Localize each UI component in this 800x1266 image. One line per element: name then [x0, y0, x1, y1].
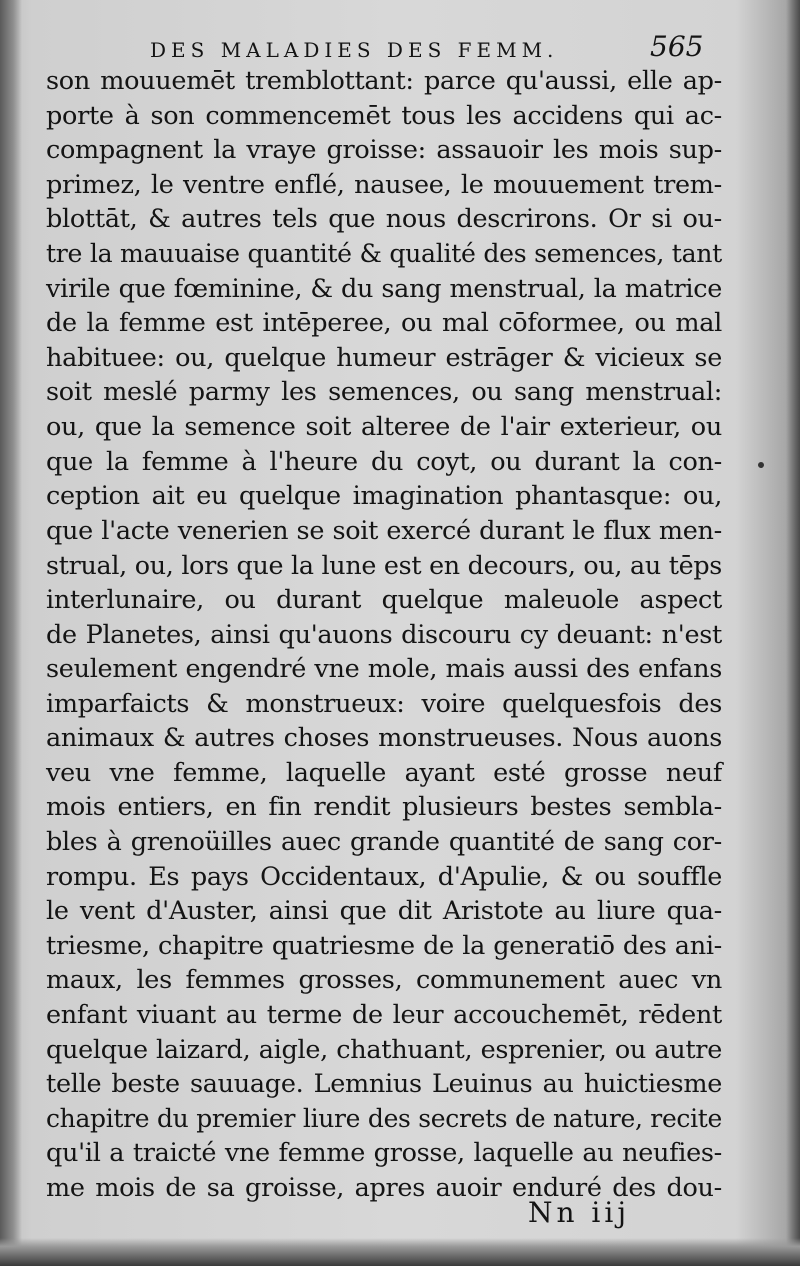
text-line: qu'il a traicté vne femme grosse, laquelle au neufies-	[46, 1138, 722, 1169]
text-line: virile que fœminine, & du sang menstrual, la matrice	[46, 273, 722, 304]
text-line: interlunaire, ou durant quelque maleuole aspect	[46, 584, 722, 615]
text-line: seulement engendré vne mole, mais aussi des enfans	[46, 654, 722, 685]
text-line: que l'acte venerien se soit exercé durant le flux men-	[46, 515, 722, 546]
text-line: ception ait eu quelque imagination phantasque: ou,	[46, 481, 722, 512]
ink-spot	[758, 462, 764, 468]
text-line: primez, le ventre enflé, nausee, le mouuement trem-	[46, 169, 722, 200]
text-line: le vent d'Auster, ainsi que dit Aristote au liure qua-	[46, 896, 722, 927]
text-line: me mois de sa groisse, apres auoir enduré des dou-	[46, 1173, 722, 1203]
text-line: strual, ou, lors que la lune est en decours, ou, au tēps	[46, 550, 722, 581]
text-line: enfant viuant au terme de leur accouchemēt, rēdent	[46, 1000, 722, 1031]
page-bottom-shadow	[0, 1238, 800, 1266]
page-number: 565	[650, 30, 704, 63]
text-line: compagnent la vraye groisse: assauoir les mois sup-	[46, 135, 722, 166]
text-line: maux, les femmes grosses, communement auec vn	[46, 965, 722, 996]
text-line: porte à son commencemēt tous les accidens qui ac-	[46, 100, 722, 131]
text-line: imparfaicts & monstrueux: voire quelquesfois des	[46, 688, 722, 719]
page-gutter-shadow	[0, 0, 22, 1266]
text-line: de la femme est intēperee, ou mal cōformee, ou mal	[46, 308, 722, 339]
text-line: triesme, chapitre quatriesme de la generatiō des ani-	[46, 930, 722, 961]
text-line: tre la mauuaise quantité & qualité des semences, tant	[46, 238, 722, 268]
text-line: son mouuemēt tremblottant: parce qu'aussi, elle ap-	[46, 66, 722, 96]
text-line: soit meslé parmy les semences, ou sang menstrual:	[46, 377, 722, 408]
text-line: veu vne femme, laquelle ayant esté grosse neuf	[46, 757, 722, 788]
text-line: blottāt, & autres tels que nous descrirons. Or si ou-	[46, 204, 722, 235]
text-line: telle beste sauuage. Lemnius Leuinus au huictiesme	[46, 1069, 722, 1100]
signature-mark: Nn iij	[528, 1196, 631, 1229]
text-line: habituee: ou, quelque humeur estrāger & vicieux se	[46, 342, 722, 373]
text-line: de Planetes, ainsi qu'auons discouru cy deuant: n'est	[46, 619, 722, 650]
text-line: ou, que la semence soit alteree de l'air exterieur, ou	[46, 411, 722, 442]
text-line: chapitre du premier liure des secrets de nature, recite	[46, 1103, 722, 1133]
text-line: rompu. Es pays Occidentaux, d'Apulie, & ou souffle	[46, 861, 722, 892]
text-line: quelque laizard, aigle, chathuant, esprenier, ou autre	[46, 1034, 722, 1065]
text-line: que la femme à l'heure du coyt, ou durant la con-	[46, 446, 722, 477]
text-line: bles à grenoüilles auec grande quantité de sang cor-	[46, 827, 722, 858]
text-line: animaux & autres choses monstrueuses. Nous auons	[46, 723, 722, 754]
body-text	[46, 64, 722, 1206]
text-line: mois entiers, en fin rendit plusieurs bestes sembla-	[46, 792, 722, 823]
running-head: DES MALADIES DES FEMM.	[150, 38, 559, 62]
page-right-shadow	[786, 0, 800, 1266]
